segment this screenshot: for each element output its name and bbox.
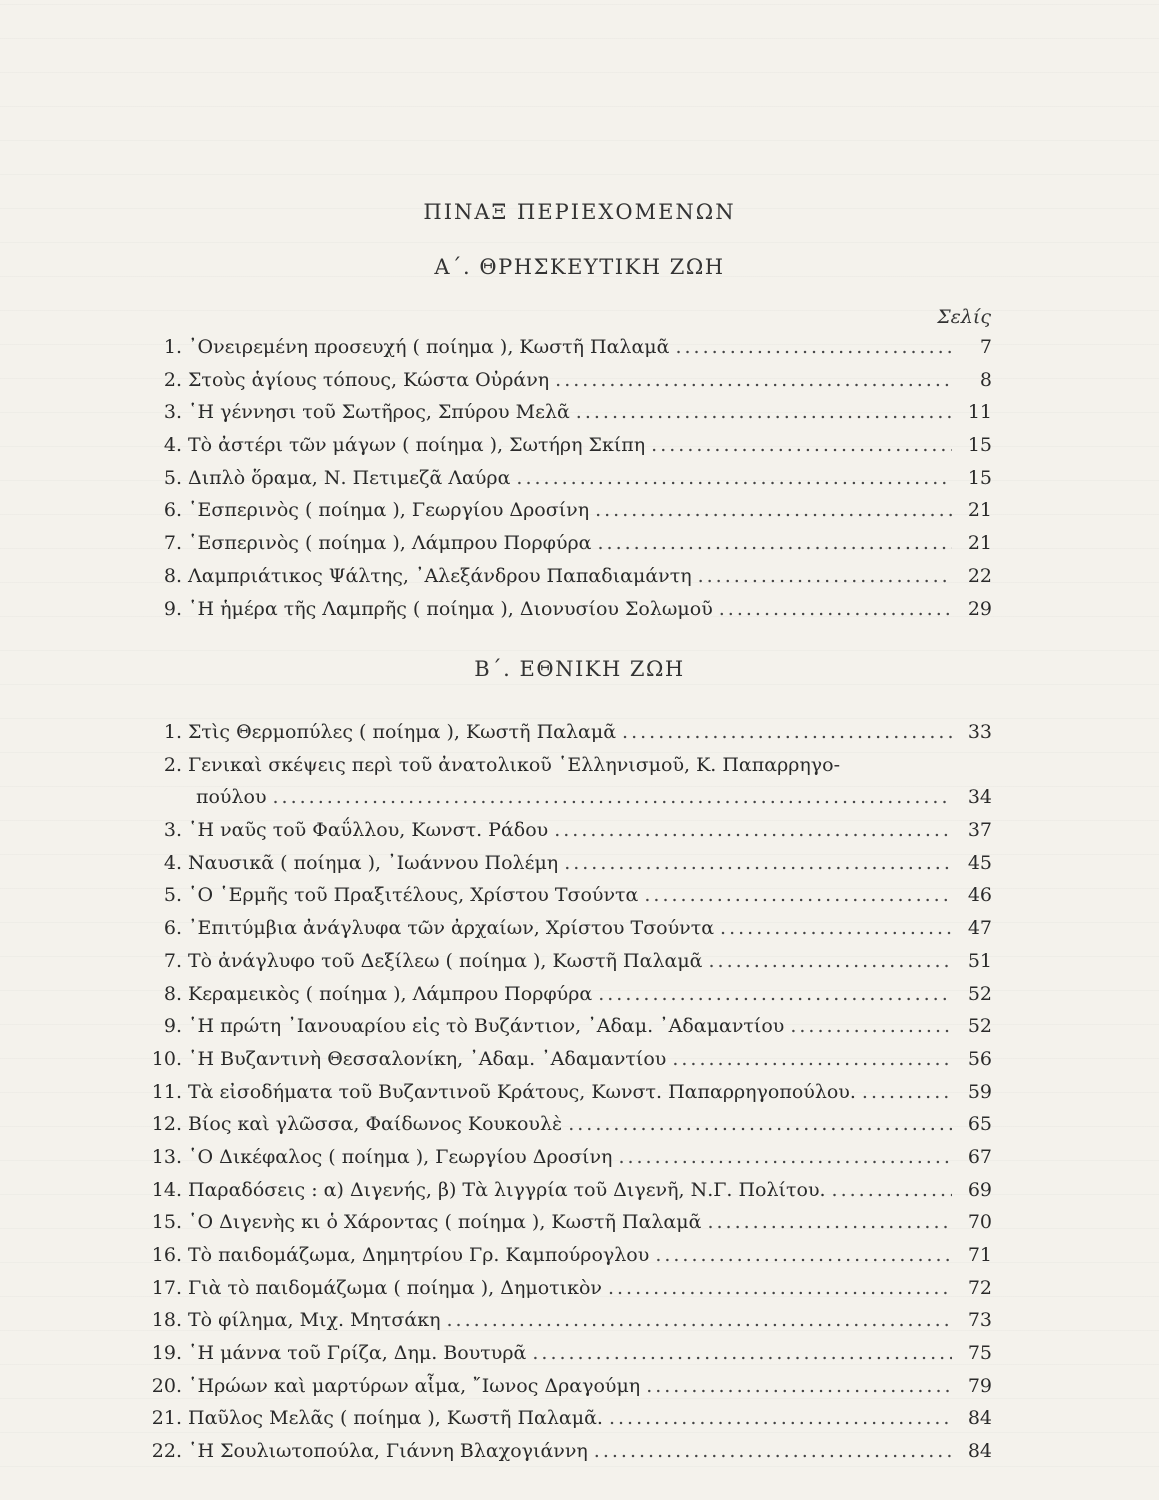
- toc-entry: [142, 1337, 992, 1370]
- toc-entry: [142, 1304, 992, 1337]
- entry-page-number: 65: [967, 1113, 992, 1136]
- entry-title: ᾿Επιτύμβια ἀνάγλυφα τῶν ἀρχαίων, Χρίστου Τσούντα: [188, 917, 715, 940]
- entry-number: 7.: [163, 532, 182, 555]
- entry-title: ῾Ο Δικέφαλος ( ποίημα ), Γεωργίου Δροσίνη: [188, 1145, 613, 1168]
- toc-entry: [142, 364, 992, 397]
- toc-entry: [142, 1108, 992, 1141]
- dot-leader: [622, 716, 952, 749]
- toc-entry: [142, 945, 992, 978]
- entry-title: ῾Η μάννα τοῦ Γρίζα, Δημ. Βουτυρᾶ: [188, 1342, 527, 1365]
- toc-entry: [142, 1370, 992, 1403]
- dot-leader: [719, 593, 952, 626]
- entry-page-number: 11: [967, 401, 992, 424]
- entry-number: 5.: [163, 884, 182, 907]
- dot-leader: [554, 814, 952, 847]
- entry-title: ῾Η Σουλιωτοπούλα, Γιάννη Βλαχογιάννη: [188, 1440, 588, 1463]
- page-column-label: Σελίς: [937, 306, 991, 328]
- entry-number: 18.: [151, 1309, 182, 1332]
- dot-leader: [646, 1370, 952, 1403]
- entry-number: 9.: [163, 597, 182, 620]
- dot-leader: [595, 494, 952, 527]
- entry-page-number: 47: [967, 917, 992, 940]
- entry-number: 5.: [163, 466, 182, 489]
- toc-entry: [142, 1010, 992, 1043]
- entry-title: Ναυσικᾶ ( ποίημα ), ᾿Ιωάννου Πολέμη: [188, 851, 559, 874]
- dot-leader: [576, 396, 952, 429]
- entry-number: 9.: [163, 1015, 182, 1038]
- entry-title: ῾Εσπερινὸς ( ποίημα ), Γεωργίου Δροσίνη: [188, 499, 590, 522]
- entry-number: 1.: [163, 721, 182, 743]
- entry-page-number: 21: [967, 499, 992, 522]
- entry-title: Γιὰ τὸ παιδομάζωμα ( ποίημα ), Δημοτικὸν: [188, 1276, 602, 1299]
- entry-page-number: 21: [967, 532, 992, 555]
- entry-number: 13.: [151, 1145, 182, 1168]
- entry-number: 8.: [163, 564, 182, 587]
- entry-page-number: 33: [967, 721, 992, 743]
- entry-page-number: 29: [967, 597, 992, 620]
- entry-page-number: 84: [967, 1407, 992, 1430]
- entry-page-number: 34: [967, 786, 992, 809]
- entry-page-number: 75: [967, 1342, 992, 1365]
- entry-title: Τὸ φίλημα, Μιχ. Μητσάκη: [188, 1309, 441, 1332]
- toc-entry: [142, 560, 992, 593]
- toc-entry: [142, 978, 992, 1011]
- entry-number: 10.: [151, 1047, 182, 1070]
- toc-entry: [142, 847, 992, 880]
- toc-entry: [142, 1206, 992, 1239]
- toc-entry: [142, 879, 992, 912]
- dot-leader: [555, 364, 952, 397]
- dot-leader: [720, 912, 952, 945]
- entry-page-number: 84: [967, 1440, 992, 1463]
- entry-number: 6.: [163, 917, 182, 940]
- toc-entry: [142, 781, 992, 814]
- dot-leader: [516, 462, 952, 495]
- entry-page-number: 69: [967, 1178, 992, 1201]
- dot-leader: [598, 527, 953, 560]
- entry-page-number: 8: [979, 368, 992, 391]
- toc-entry: [142, 814, 992, 847]
- entry-number: 17.: [151, 1276, 182, 1299]
- dot-leader: [447, 1304, 953, 1337]
- entry-title: Τὸ ἀστέρι τῶν μάγων ( ποίημα ), Σωτήρη Σκίπη: [188, 434, 646, 457]
- section-a-list: [142, 331, 992, 625]
- entry-number: 16.: [151, 1244, 182, 1266]
- dot-leader: [672, 1043, 952, 1076]
- entry-title: Λαμπριάτικος Ψάλτης, ᾿Αλεξάνδρου Παπαδιαμάντη: [188, 564, 692, 587]
- entry-page-number: 59: [967, 1080, 992, 1103]
- toc-entry: [142, 1174, 992, 1207]
- toc-entry: [142, 462, 992, 495]
- entry-number: 20.: [151, 1374, 182, 1397]
- entry-title: ῾Η ναῦς τοῦ Φαΰλλου, Κωνστ. Ράδου: [188, 819, 549, 842]
- entry-title: Βίος καὶ γλῶσσα, Φαίδωνος Κουκουλὲ: [188, 1113, 563, 1136]
- entry-page-number: 15: [967, 434, 992, 457]
- entry-title: ῾Εσπερινὸς ( ποίημα ), Λάμπρου Πορφύρα: [188, 532, 592, 555]
- entry-title: ῾Ο ῾Ερμῆς τοῦ Πραξιτέλους, Χρίστου Τσούντα: [188, 884, 639, 907]
- entry-title: ῾Ο Διγενὴς κι ὁ Χάροντας ( ποίημα ), Κωστῆ Παλαμᾶ: [188, 1211, 702, 1234]
- entry-number: 8.: [163, 982, 182, 1005]
- entry-number: 22.: [151, 1440, 182, 1463]
- toc-entry: [142, 716, 992, 749]
- entry-title: Τὸ παιδομάζωμα, Δημητρίου Γρ. Καμπούρογλου: [188, 1244, 650, 1266]
- dot-leader: [832, 1174, 952, 1207]
- entry-number: 12.: [151, 1113, 182, 1136]
- dot-leader: [568, 1108, 952, 1141]
- entry-title: ῾Ηρώων καὶ μαρτύρων αἷμα, ῎Ιωνος Δραγούμη: [188, 1374, 641, 1397]
- entry-number: 21.: [151, 1407, 182, 1430]
- dot-leader: [651, 429, 952, 462]
- entry-page-number: 22: [967, 564, 992, 587]
- entry-number: 19.: [151, 1342, 182, 1365]
- toc-entry: [142, 1239, 992, 1272]
- entry-title: Παραδόσεις : α) Διγενής, β) Τὰ λιγγρία τοῦ Διγενῆ, Ν.Γ. Πολίτου.: [188, 1178, 826, 1201]
- entry-number: 14.: [151, 1178, 182, 1201]
- entry-page-number: 37: [967, 819, 992, 842]
- section-a-title: Α΄. ΘΡΗΣΚΕΥΤΙΚΗ ΖΩΗ: [434, 255, 725, 279]
- entry-page-number: 67: [967, 1145, 992, 1168]
- entry-title: Στὶς Θερμοπύλες ( ποίημα ), Κωστῆ Παλαμᾶ: [188, 721, 617, 743]
- dot-leader: [655, 1239, 952, 1272]
- entry-title: ῾Η ἡμέρα τῆς Λαμπρῆς ( ποίημα ), Διονυσίου Σολωμοῦ: [188, 597, 713, 620]
- entry-title: Γενικαὶ σκέψεις περὶ τοῦ ἀνατολικοῦ ῾Ελληνισμοῦ, Κ. Παπαρρηγο-: [188, 753, 841, 776]
- entry-title: Κεραμεικὸς ( ποίημα ), Λάμπρου Πορφύρα: [188, 982, 593, 1005]
- toc-entry: [142, 912, 992, 945]
- entry-title: Τὸ ἀνάγλυφο τοῦ Δεξίλεω ( ποίημα ), Κωστῆ Παλαμᾶ: [188, 949, 703, 972]
- entry-title: ᾿Ονειρεμένη προσευχή ( ποίημα ), Κωστῆ Παλαμᾶ: [188, 336, 670, 358]
- entry-page-number: 52: [967, 1015, 992, 1038]
- entry-number: 3.: [163, 401, 182, 424]
- dot-leader: [594, 1435, 952, 1468]
- toc-entry: [142, 527, 992, 560]
- entry-page-number: 45: [967, 851, 992, 874]
- entry-page-number: 46: [967, 884, 992, 907]
- toc-entry: [142, 331, 992, 364]
- entry-number: 2.: [163, 368, 182, 391]
- entry-number: 6.: [163, 499, 182, 522]
- entry-number: 4.: [163, 434, 182, 457]
- entry-page-number: 79: [967, 1374, 992, 1397]
- entry-number: 11.: [151, 1080, 182, 1103]
- section-b-title: Β΄. ΕΘΝΙΚΗ ΖΩΗ: [474, 657, 685, 681]
- entry-title: ῾Η πρώτη ᾿Ιανουαρίου εἰς τὸ Βυζάντιον, ᾿Αδαμ. ᾿Αδαμαντίου: [188, 1015, 785, 1038]
- section-b-list: [142, 716, 992, 1468]
- dot-leader: [598, 978, 952, 1011]
- toc-entry: [142, 494, 992, 527]
- toc-entry: [142, 396, 992, 429]
- dot-leader: [273, 781, 952, 814]
- entry-title: Παῦλος Μελᾶς ( ποίημα ), Κωστῆ Παλαμᾶ.: [188, 1407, 603, 1430]
- entry-number: 4.: [163, 851, 182, 874]
- toc-entry: [142, 429, 992, 462]
- page-title: ΠΙΝΑΞ ΠΕΡΙΕΧΟΜΕΝΩΝ: [423, 200, 736, 224]
- dot-leader: [644, 879, 952, 912]
- entry-title: ῾Η Βυζαντινὴ Θεσσαλονίκη, ᾿Αδαμ. ᾿Αδαμαντίου: [188, 1047, 667, 1070]
- entry-title: πούλου: [196, 786, 267, 809]
- toc-entry: [142, 1402, 992, 1435]
- entry-page-number: 51: [967, 949, 992, 972]
- toc-entry: [142, 1076, 992, 1109]
- entry-page-number: 70: [967, 1211, 992, 1234]
- dot-leader: [698, 560, 952, 593]
- dot-leader: [532, 1337, 952, 1370]
- entry-page-number: 15: [967, 466, 992, 489]
- entry-page-number: 73: [967, 1309, 992, 1332]
- dot-leader: [709, 945, 953, 978]
- entry-page-number: 72: [967, 1276, 992, 1299]
- toc-entry: [142, 1141, 992, 1174]
- entry-title: ῾Η γέννησι τοῦ Σωτῆρος, Σπύρου Μελᾶ: [188, 401, 570, 424]
- entry-page-number: 56: [967, 1047, 992, 1070]
- toc-entry: [142, 593, 992, 626]
- toc-entry: [142, 749, 992, 782]
- entry-number: 2.: [163, 753, 182, 776]
- dot-leader: [790, 1010, 952, 1043]
- entry-number: 1.: [163, 336, 182, 358]
- dot-leader: [618, 1141, 952, 1174]
- toc-entry: [142, 1043, 992, 1076]
- dot-leader: [608, 1272, 952, 1305]
- entry-page-number: 7: [979, 336, 992, 358]
- dot-leader: [862, 1076, 952, 1109]
- entry-title: Διπλὸ ὅραμα, Ν. Πετιμεζᾶ Λαύρα: [188, 466, 511, 489]
- toc-entry: [142, 1435, 992, 1468]
- entry-title: Στοὺς ἁγίους τόπους, Κώστα Οὐράνη: [188, 368, 550, 391]
- entry-number: 15.: [151, 1211, 182, 1234]
- dot-leader: [564, 847, 952, 880]
- entry-number: 7.: [163, 949, 182, 972]
- toc-entry: [142, 1272, 992, 1305]
- dot-leader: [675, 331, 952, 364]
- dot-leader: [609, 1402, 952, 1435]
- dot-leader: [707, 1206, 952, 1239]
- entry-page-number: 52: [967, 982, 992, 1005]
- entry-number: 3.: [163, 819, 182, 842]
- entry-title: Τὰ εἰσοδήματα τοῦ Βυζαντινοῦ Κράτους, Κωνστ. Παπαρρηγοπούλου.: [188, 1080, 856, 1103]
- entry-page-number: 71: [967, 1244, 992, 1266]
